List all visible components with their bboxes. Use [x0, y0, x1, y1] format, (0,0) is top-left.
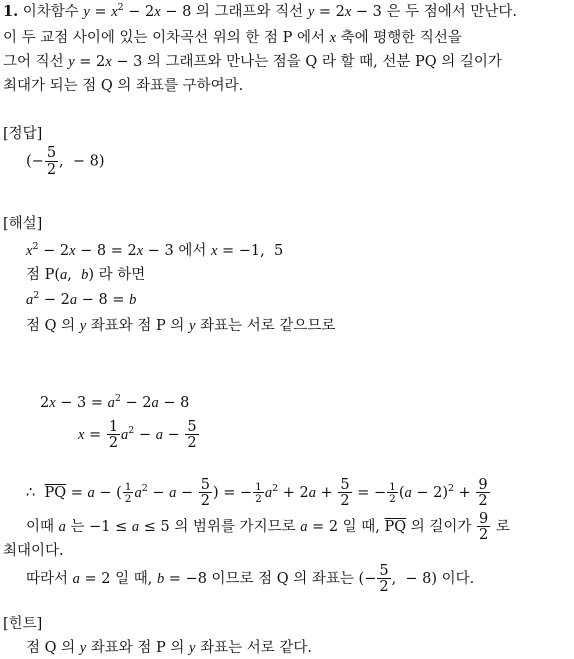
solution-equation-1: $2x - 3 = a^2 - 2a - 8$ [40, 393, 190, 411]
answer-value: (− $\frac{5}{2}$ , − 8) [26, 145, 105, 178]
solution-line-11: 따라서 a = 2 일 때, b = −8 이므로 점 Q 의 좌표는 (− $\frac{5}{2}$ , − 8) 이다. [26, 562, 475, 595]
hint-line-1: 점 Q 의 y 좌표와 점 P 의 y 좌표는 서로 같다. [26, 640, 312, 656]
problem-line-1: 1. 이차함수 $y = x^2 - 2x - 8$ 의 그래프와 직선 y = 2x − 3 은 두 점에서 만난다. [3, 2, 517, 20]
solution-line-9: 이때 a 는 −1 ≤ a ≤ 5 의 범위를 가지므로 a = 2 일 때, $\overline{PQ}$ 의 길이가 $\frac{9}{2}$ 로 [26, 510, 510, 543]
answer-heading: [정답] [3, 126, 43, 142]
solution-line-2: 점 P(a, b) 라 하면 [26, 267, 146, 283]
solution-line-10: 최대이다. [3, 543, 64, 559]
problem-line-2: 이 두 교점 사이에 있는 이차곡선 위의 한 점 P 에서 x 축에 평행한 직선을 [3, 30, 462, 46]
problem-number: 1. [3, 3, 19, 20]
solution-heading: [해설] [3, 216, 43, 232]
solution-line-1: $x^2 - 2x - 8 = 2x - 3$ 에서 x = −1, 5 [26, 241, 284, 259]
solution-line-3: $a^2 - 2a - 8 = b$ [26, 290, 137, 308]
problem-line-4: 최대가 되는 점 Q 의 좌표를 구하여라. [3, 78, 244, 94]
hint-heading: [힌트] [3, 616, 43, 632]
solution-line-4: 점 Q 의 y 좌표와 점 P 의 y 좌표는 서로 같으므로 [26, 318, 336, 334]
problem-line-3: 그어 직선 y = 2x − 3 의 그래프와 만나는 점을 Q 라 할 때, 선분 PQ 의 길이가 [3, 54, 502, 70]
solution-equation-2: x = $\frac{1}{2}$ $a^2 - a$ − $\frac{5}{2}$ [78, 418, 197, 451]
solution-equation-3: ∴ $\overline{PQ} = a$ − ( $\frac{1}{2}$ $a^2 - a$ − $\frac{5}{2}$ ) = − $\frac{1}{2}$ $a^2 + 2a$ + $\frac{5}{2}$ = − $\frac{1}{2}$ $(a - 2)^2$ + $\frac{9}{2}$ [26, 476, 488, 509]
